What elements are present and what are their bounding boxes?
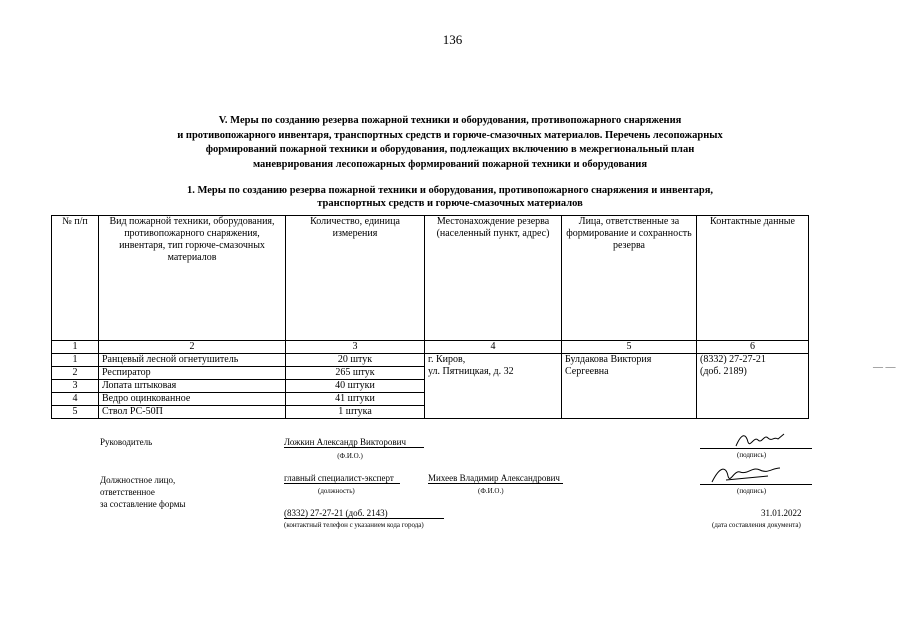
column-number: 1: [52, 341, 99, 354]
header-cell-num: № п/п: [52, 216, 99, 341]
signature-caption: (подпись): [737, 487, 767, 495]
margin-dash-mark: — —: [873, 362, 896, 373]
subtitle-line: 1. Меры по созданию резерва пожарной техники и оборудования, противопожарного снаряжения и инвентаря,: [186, 185, 714, 196]
row-quantity: 1 штука: [286, 406, 425, 419]
title-line: формирований пожарной техники и оборудования, подлежащих включению в межрегиональный план: [205, 144, 695, 155]
row-number: 5: [52, 406, 99, 419]
row-number: 1: [52, 354, 99, 367]
row-item: Лопата штыковая: [99, 380, 286, 393]
contact-line: (доб. 2189): [700, 366, 747, 377]
official-label-line: Должностное лицо,: [100, 475, 176, 485]
fio-caption: (Ф.И.О.): [478, 487, 504, 495]
title-line: маневрирования лесопожарных формирований пожарной техники и оборудования: [252, 158, 648, 170]
official-label-line: за составление формы: [100, 499, 186, 509]
contact-line: (8332) 27-27-21: [700, 354, 766, 365]
title-line: и противопожарного инвентаря, транспортных средств и горюче-смазочных материалов. Перечень лесопожарных: [177, 129, 723, 141]
row-item: Респиратор: [99, 367, 286, 380]
column-number: 2: [99, 341, 286, 354]
responsible-line: Сергеевна: [565, 366, 609, 377]
subtitle-line: транспортных средств и горюче-смазочных материалов: [317, 198, 583, 209]
row-quantity: 40 штуки: [286, 380, 425, 393]
contact-phone: (8332) 27-27-21 (доб. 2143): [284, 508, 444, 519]
head-name: Ложкин Александр Викторович: [284, 437, 424, 448]
official-label: [100, 474, 185, 510]
head-label: Руководитель: [100, 437, 153, 447]
document-date: 31.01.2022: [761, 508, 802, 518]
row-item: Ствол РС-50П: [99, 406, 286, 419]
column-number: 5: [562, 341, 697, 354]
header-cell-item: Вид пожарной техники, оборудования, противопожарного снаряжения, инвентаря, тип горюче-смазочных материалов: [99, 216, 286, 341]
row-number: 4: [52, 393, 99, 406]
table-header-row: [52, 216, 809, 341]
section-title: [100, 114, 800, 172]
column-number: 6: [697, 341, 809, 354]
official-label-line: ответственное: [100, 487, 155, 497]
official-position: главный специалист-эксперт: [284, 473, 400, 484]
row-number: 3: [52, 380, 99, 393]
position-caption: (должность): [318, 487, 355, 495]
official-signature-line: [700, 484, 812, 485]
location-cell: [425, 354, 562, 419]
location-line: ул. Пятницкая, д. 32: [428, 366, 514, 377]
header-cell-location: Местонахождение резерва (населенный пункт, адрес): [425, 216, 562, 341]
row-item: Ведро оцинкованное: [99, 393, 286, 406]
column-number: 4: [425, 341, 562, 354]
column-number-row: [52, 341, 809, 354]
head-signature-line: [700, 448, 812, 449]
row-quantity: 265 штук: [286, 367, 425, 380]
subsection-title: [100, 184, 800, 210]
header-cell-quantity: Количество, единица измерения: [286, 216, 425, 341]
responsible-line: Булдакова Виктория: [565, 354, 652, 365]
title-line: V. Меры по созданию резерва пожарной техники и оборудования, противопожарного снаряжения: [218, 115, 682, 126]
row-quantity: 41 штуки: [286, 393, 425, 406]
responsible-cell: [562, 354, 697, 419]
date-caption: (дата составления документа): [712, 521, 801, 529]
signature-caption: (подпись): [737, 451, 767, 459]
row-item: Ранцевый лесной огнетушитель: [99, 354, 286, 367]
table-row: [52, 354, 809, 367]
row-number: 2: [52, 367, 99, 380]
fio-caption: (Ф.И.О.): [337, 452, 363, 460]
phone-caption: (контактный телефон с указанием кода города): [284, 521, 424, 529]
page-number: 136: [442, 32, 463, 47]
location-line: г. Киров,: [428, 354, 466, 365]
column-number: 3: [286, 341, 425, 354]
header-cell-contacts: Контактные данные: [697, 216, 809, 341]
official-name: Михеев Владимир Александрович: [428, 473, 563, 484]
header-cell-responsible: Лица, ответственные за формирование и сохранность резерва: [562, 216, 697, 341]
row-quantity: 20 штук: [286, 354, 425, 367]
reserve-table: [51, 215, 809, 419]
contacts-cell: [697, 354, 809, 419]
